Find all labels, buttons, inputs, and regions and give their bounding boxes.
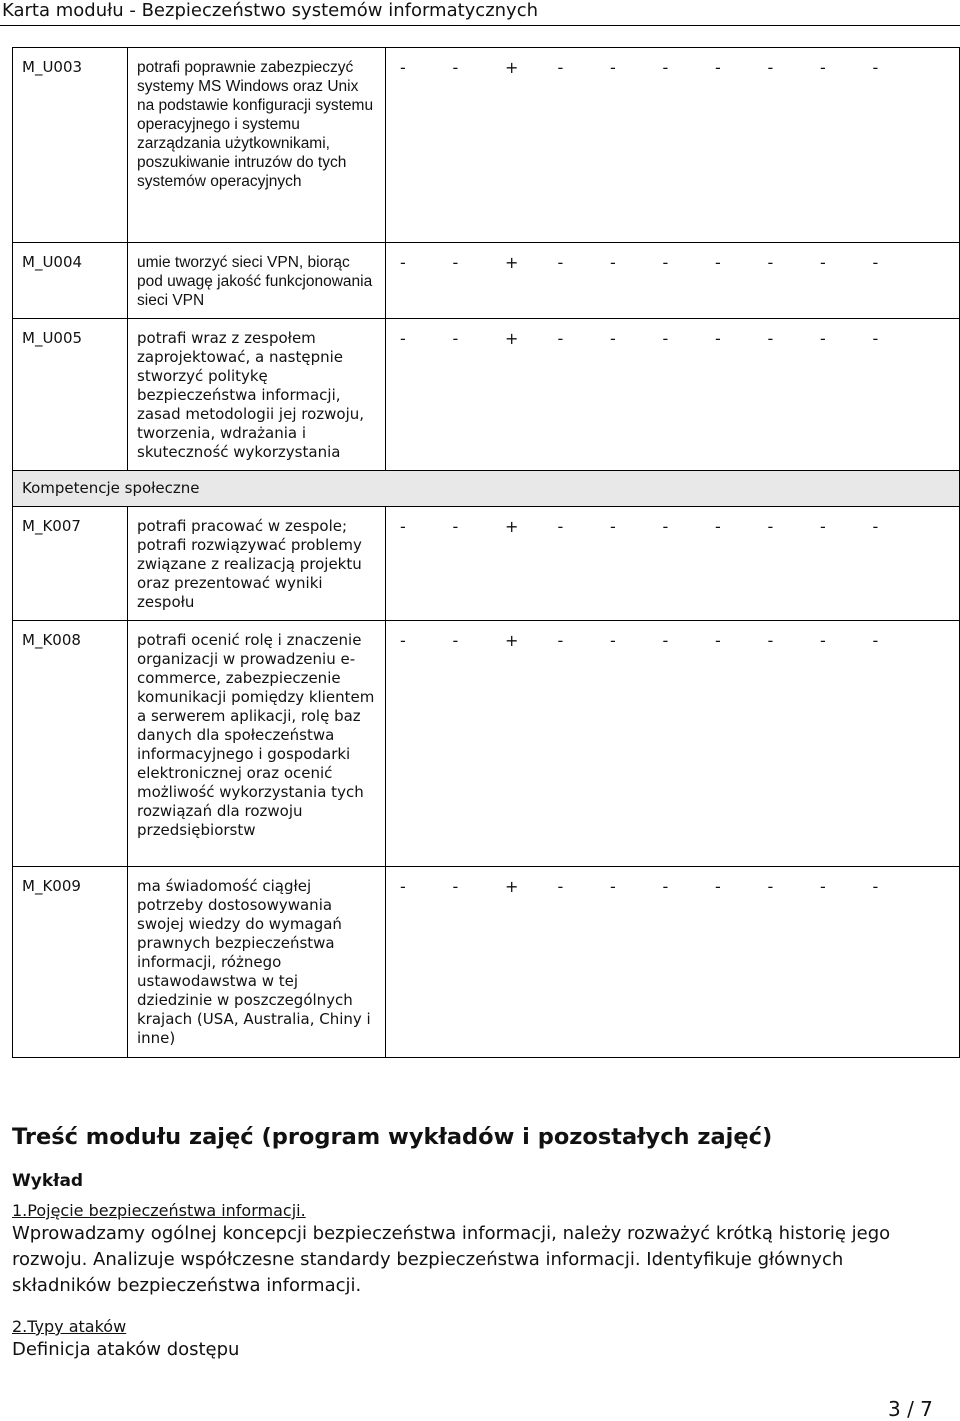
outcome-code: M_K008 [13,621,128,867]
outcome-description: potrafi poprawnie zabezpieczyć systemy MS Windows oraz Unix na podstawie konfiguracji systemu operacyjnego i systemu zarządzania użytkownikami, poszukiwanie intruzów do tych systemów operacyjnych [128,48,386,243]
mark-cell: - [452,329,459,348]
mark-cell: - [662,58,669,77]
mark-cell: - [557,517,564,536]
page-number: 3 / 7 [888,1397,933,1421]
outcome-code: M_U003 [13,48,128,243]
mark-cell: - [715,253,721,272]
mark-cell: - [400,329,406,348]
section-header-row [13,471,960,507]
mark-cell: - [767,517,774,536]
page-header-title: Karta modułu - Bezpieczeństwo systemów informatycznych [0,0,960,26]
mark-cell: + [505,58,519,77]
mark-cell: + [505,253,519,272]
mark-cell: - [662,631,669,650]
mark-cell: - [610,631,616,650]
mark-cell: - [715,631,721,650]
mark-cell: - [662,517,669,536]
outcome-description: ma świadomość ciągłej potrzeby dostosowywania swojej wiedzy do wymagań prawnych bezpieczeństwa informacji, różnego ustawodawstwa w tej dziedzinie w poszczególnych krajach (USA, Australia, Chiny i inne) [128,867,386,1058]
mark-cell: - [452,253,459,272]
content-heading: Treść modułu zajęć (program wykładów i pozostałych zajęć) [12,1124,773,1150]
table-row [13,243,960,319]
mark-cell: - [452,877,459,896]
table-row [13,867,960,1058]
mark-cell: - [557,631,564,650]
mark-cell: - [872,253,879,272]
mark-cell: - [715,58,721,77]
section-label: Kompetencje społeczne [13,471,960,507]
mark-cell: - [557,58,564,77]
outcome-marks [386,319,960,471]
table-row [13,507,960,621]
mark-cell: - [400,877,406,896]
mark-cell: - [872,329,879,348]
mark-cell: - [715,517,721,536]
mark-cell: - [610,253,616,272]
mark-cell: - [557,329,564,348]
mark-cell: - [820,631,826,650]
outcome-description: potrafi ocenić rolę i znaczenie organizacji w prowadzeniu e-commerce, zabezpieczenie komunikacji pomiędzy klientem a serwerem aplikacji, rolę baz danych dla społeczeństwa informacyjnego i gospodarki elektronicznej oraz ocenić możliwość wykorzystania tych rozwiązań dla rozwoju przedsiębiorstw [128,621,386,867]
table-row [13,621,960,867]
topic-title-2: 2.Typy ataków [12,1317,127,1336]
mark-cell: - [767,877,774,896]
outcome-marks [386,48,960,243]
mark-cell: + [505,517,519,536]
mark-cell: - [767,631,774,650]
outcome-marks [386,243,960,319]
topic-title-1: 1.Pojęcie bezpieczeństwa informacji. [12,1201,306,1220]
mark-cell: - [400,631,406,650]
outcome-code: M_U005 [13,319,128,471]
outcome-marks [386,867,960,1058]
lecture-label: Wykład [12,1171,84,1191]
mark-cell: - [872,631,879,650]
mark-cell: - [662,329,669,348]
mark-cell: - [610,329,616,348]
mark-cell: - [820,329,826,348]
mark-cell: - [872,877,879,896]
table-row [13,48,960,243]
mark-cell: + [505,877,519,896]
mark-cell: - [872,517,879,536]
mark-cell: - [452,631,459,650]
mark-cell: - [610,58,616,77]
mark-cell: + [505,631,519,650]
mark-cell: - [715,877,721,896]
mark-cell: - [557,877,564,896]
mark-cell: - [452,517,459,536]
outcome-code: M_K007 [13,507,128,621]
mark-cell: - [452,58,459,77]
mark-cell: - [767,253,774,272]
topic-text-1: Wprowadzamy ogólnej koncepcji bezpieczeństwa informacji, należy rozważyć krótką historię jego rozwoju. Analizuje współczesne standardy bezpieczeństwa informacji. Identyfikuje głównych składników bezpieczeństwa informacji. [12,1223,891,1296]
mark-cell: - [400,58,406,77]
table-row [13,319,960,471]
mark-cell: - [820,517,826,536]
topic-text-2: Definicja ataków dostępu [12,1339,240,1360]
mark-cell: - [610,517,616,536]
mark-cell: - [715,329,721,348]
mark-cell: - [610,877,616,896]
outcome-marks [386,621,960,867]
outcome-code: M_U004 [13,243,128,319]
mark-cell: + [505,329,519,348]
mark-cell: - [820,58,826,77]
mark-cell: - [400,517,406,536]
learning-outcomes-table [12,47,960,1058]
mark-cell: - [767,329,774,348]
outcome-description: umie tworzyć sieci VPN, biorąc pod uwagę jakość funkcjonowania sieci VPN [128,243,386,319]
mark-cell: - [400,253,406,272]
mark-cell: - [662,877,669,896]
outcome-description: potrafi wraz z zespołem zaprojektować, a następnie stworzyć politykę bezpieczeństwa informacji, zasad metodologii jej rozwoju, tworzenia, wdrażania i skuteczność wykorzystania [128,319,386,471]
mark-cell: - [820,877,826,896]
outcome-code: M_K009 [13,867,128,1058]
mark-cell: - [820,253,826,272]
mark-cell: - [557,253,564,272]
outcome-description: potrafi pracować w zespole; potrafi rozwiązywać problemy związane z realizacją projektu oraz prezentować wyniki zespołu [128,507,386,621]
mark-cell: - [872,58,879,77]
mark-cell: - [662,253,669,272]
outcome-marks [386,507,960,621]
mark-cell: - [767,58,774,77]
